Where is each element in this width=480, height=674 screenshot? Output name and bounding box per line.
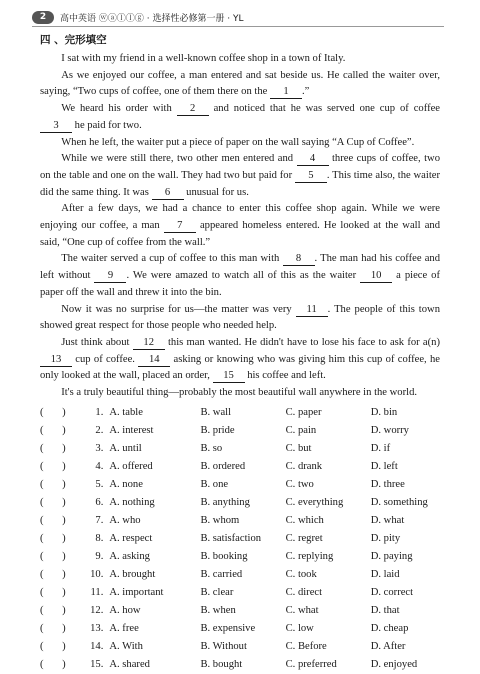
answer-bracket[interactable]: ( ) bbox=[40, 515, 66, 527]
paragraph: It's a truly beautiful thing—probably the most beautiful wall anywhere in the world. bbox=[61, 387, 418, 399]
answer-bracket[interactable]: ( ) bbox=[40, 569, 66, 581]
option-row bbox=[40, 584, 440, 602]
question-number: 13. bbox=[90, 623, 104, 635]
option-row bbox=[40, 530, 440, 548]
choice-c[interactable]: C. pain bbox=[285, 425, 317, 437]
passage-text: asking or knowing who was giving him this cup of coffee, he only looked at the wall, placed an order, bbox=[40, 353, 440, 382]
blank-14[interactable]: 14 bbox=[138, 354, 170, 367]
choice-a[interactable]: A. until bbox=[109, 443, 142, 455]
question-number: 2. bbox=[95, 425, 104, 437]
choice-b[interactable]: B. carried bbox=[200, 569, 243, 581]
choice-c[interactable]: C. two bbox=[285, 479, 314, 491]
choice-a[interactable]: A. table bbox=[109, 407, 143, 419]
option-row bbox=[40, 602, 440, 620]
answer-bracket[interactable]: ( ) bbox=[40, 605, 66, 617]
choice-c[interactable]: C. drank bbox=[285, 461, 323, 473]
blank-15[interactable]: 15 bbox=[213, 370, 245, 383]
choice-b[interactable]: B. so bbox=[200, 443, 223, 455]
choice-d[interactable]: D. if bbox=[370, 443, 391, 455]
paragraph bbox=[40, 251, 440, 301]
question-number: 14. bbox=[90, 641, 104, 653]
choice-b[interactable]: B. booking bbox=[200, 551, 248, 563]
passage-text: three cups of coffee, two on the table and one on the wall. They had two but paid for bbox=[40, 153, 440, 181]
answer-bracket[interactable]: ( ) bbox=[40, 641, 66, 653]
passage-text: . The people of this town showed great respect for those people who needed help. bbox=[40, 303, 440, 332]
option-row bbox=[40, 440, 440, 458]
passage-text: While we were still there, two other men entered and bbox=[61, 153, 297, 165]
passage-text: he paid for two. bbox=[72, 119, 142, 131]
choice-c[interactable]: C. took bbox=[285, 569, 317, 581]
choice-a[interactable]: A. With bbox=[109, 641, 143, 653]
choice-d[interactable]: D. that bbox=[370, 605, 400, 617]
choice-a[interactable]: A. nothing bbox=[109, 497, 155, 509]
choice-a[interactable]: A. how bbox=[109, 605, 141, 617]
blank-6[interactable]: 6 bbox=[152, 187, 184, 200]
paragraph: I sat with my friend in a well-known coffee shop in a town of Italy. bbox=[61, 53, 346, 64]
paragraph bbox=[40, 335, 440, 385]
choice-d[interactable]: D. correct bbox=[370, 587, 414, 599]
option-row bbox=[40, 512, 440, 530]
choice-a[interactable]: A. shared bbox=[109, 659, 150, 671]
choice-a[interactable]: A. interest bbox=[109, 425, 154, 437]
question-number: 3. bbox=[95, 443, 104, 455]
choice-b[interactable]: B. anything bbox=[200, 497, 250, 509]
answer-bracket[interactable]: ( ) bbox=[40, 425, 66, 437]
option-row bbox=[40, 422, 440, 440]
passage-text: appeared homeless entered. He looked at the wall and said, “One cup of coffee from the wall.” bbox=[40, 220, 440, 248]
passage-text: .” bbox=[302, 86, 310, 98]
choice-c[interactable]: C. preferred bbox=[285, 659, 337, 671]
blank-11[interactable]: 11 bbox=[296, 304, 328, 317]
choice-a[interactable]: A. free bbox=[109, 623, 139, 635]
option-row bbox=[40, 656, 440, 674]
blank-2[interactable]: 2 bbox=[177, 103, 209, 116]
answer-bracket[interactable]: ( ) bbox=[40, 623, 66, 635]
choice-d[interactable]: D. worry bbox=[370, 425, 409, 437]
question-number: 5. bbox=[95, 479, 104, 491]
choice-c[interactable]: C. direct bbox=[285, 587, 323, 599]
choice-b[interactable]: B. wall bbox=[200, 407, 232, 419]
choice-c[interactable]: C. everything bbox=[285, 497, 344, 509]
answer-bracket[interactable]: ( ) bbox=[40, 533, 66, 545]
choice-d[interactable]: D. laid bbox=[370, 569, 400, 581]
choice-b[interactable]: B. whom bbox=[200, 515, 240, 527]
passage-text: a piece of paper off the wall and threw it into the bin. bbox=[40, 270, 440, 298]
choice-c[interactable]: C. what bbox=[285, 605, 319, 617]
question-number: 11. bbox=[90, 587, 104, 599]
passage-text: his coffee and left. bbox=[244, 370, 326, 382]
blank-9[interactable]: 9 bbox=[94, 270, 126, 283]
paragraph bbox=[40, 101, 440, 134]
passage-text: and noticed that he was served one cup of coffee bbox=[208, 103, 440, 115]
choice-a[interactable]: A. offered bbox=[109, 461, 153, 473]
choice-d[interactable]: D. three bbox=[370, 479, 405, 491]
choice-b[interactable]: B. bought bbox=[200, 659, 243, 671]
choice-d[interactable]: D. bin bbox=[370, 407, 398, 419]
choice-d[interactable]: D. After bbox=[370, 641, 406, 653]
option-row bbox=[40, 476, 440, 494]
blank-1[interactable]: 1 bbox=[270, 86, 302, 99]
choice-b[interactable]: B. pride bbox=[200, 425, 235, 437]
options-list bbox=[40, 404, 440, 674]
page-number: 2 bbox=[32, 11, 54, 24]
choice-a[interactable]: A. important bbox=[109, 587, 164, 599]
passage-text: The waiter served a cup of coffee to this man with bbox=[61, 253, 283, 265]
choice-d[interactable]: D. what bbox=[370, 515, 405, 527]
option-row bbox=[40, 566, 440, 584]
paragraph bbox=[40, 68, 440, 101]
option-row bbox=[40, 620, 440, 638]
blank-5[interactable]: 5 bbox=[295, 170, 327, 183]
choice-d[interactable]: D. cheap bbox=[370, 623, 409, 635]
choice-a[interactable]: A. asking bbox=[109, 551, 150, 563]
question-number: 9. bbox=[95, 551, 104, 563]
choice-b[interactable]: B. ordered bbox=[200, 461, 246, 473]
passage-text: cup of coffee. bbox=[72, 353, 139, 365]
choice-a[interactable]: A. none bbox=[109, 479, 143, 491]
question-number: 8. bbox=[95, 533, 104, 545]
passage-text: . We were amazed to watch all of this as the waiter bbox=[126, 270, 361, 282]
question-number: 4. bbox=[95, 461, 104, 473]
answer-bracket[interactable]: ( ) bbox=[40, 659, 66, 671]
header-divider bbox=[32, 26, 444, 27]
choice-b[interactable]: B. expensive bbox=[200, 623, 256, 635]
blank-4[interactable]: 4 bbox=[297, 153, 329, 166]
choice-c[interactable]: C. but bbox=[285, 443, 312, 455]
book-title: 高中英语 ⓦⓐⓛⓛⓖ · 选择性必修第一册 · YL bbox=[60, 13, 244, 24]
choice-d[interactable]: D. left bbox=[370, 461, 398, 473]
choice-c[interactable]: C. Before bbox=[285, 641, 327, 653]
passage-text: . This time also, the waiter did the same thing. It was bbox=[40, 169, 440, 198]
answer-bracket[interactable]: ( ) bbox=[40, 407, 66, 419]
choice-d[interactable]: D. pity bbox=[370, 533, 401, 545]
question-number: 12. bbox=[90, 605, 104, 617]
question-number: 15. bbox=[90, 659, 104, 671]
blank-3[interactable]: 3 bbox=[40, 120, 72, 133]
paragraph bbox=[40, 151, 440, 201]
cloze-passage bbox=[40, 51, 440, 402]
option-row bbox=[40, 638, 440, 656]
passage-text: As we enjoyed our coffee, a man entered and sat beside us. He called the waiter over, saying, “Two cups of coffee, one of them there on the bbox=[40, 69, 440, 98]
blank-13[interactable]: 13 bbox=[40, 354, 72, 367]
blank-10[interactable]: 10 bbox=[360, 270, 392, 283]
choice-c[interactable]: C. low bbox=[285, 623, 314, 635]
answer-bracket[interactable]: ( ) bbox=[40, 551, 66, 563]
choice-a[interactable]: A. brought bbox=[109, 569, 156, 581]
page-header bbox=[40, 8, 440, 26]
answer-bracket[interactable]: ( ) bbox=[40, 497, 66, 509]
choice-d[interactable]: D. something bbox=[370, 497, 428, 509]
option-row bbox=[40, 404, 440, 422]
choice-d[interactable]: D. enjoyed bbox=[370, 659, 418, 671]
choice-a[interactable]: A. who bbox=[109, 515, 141, 527]
passage-text: unusual for us. bbox=[183, 186, 249, 198]
choice-b[interactable]: B. Without bbox=[200, 641, 247, 653]
choice-b[interactable]: B. one bbox=[200, 479, 229, 491]
question-number: 6. bbox=[95, 497, 104, 509]
choice-b[interactable]: B. clear bbox=[200, 587, 234, 599]
choice-a[interactable]: A. respect bbox=[109, 533, 153, 545]
option-row bbox=[40, 458, 440, 476]
passage-text: Now it was no surprise for us—the matter was very bbox=[61, 303, 296, 315]
choice-c[interactable]: C. paper bbox=[285, 407, 322, 419]
choice-b[interactable]: B. satisfaction bbox=[200, 533, 262, 545]
option-row bbox=[40, 494, 440, 512]
question-number: 10. bbox=[90, 569, 104, 581]
answer-bracket[interactable]: ( ) bbox=[40, 587, 66, 599]
question-number: 1. bbox=[95, 407, 104, 419]
passage-text: After a few days, we had a chance to enter this coffee shop again. While we were enjoying our coffee, a man bbox=[40, 203, 440, 232]
passage-text: . The man had his coffee and left without bbox=[40, 253, 441, 282]
answer-bracket[interactable]: ( ) bbox=[40, 479, 66, 491]
choice-b[interactable]: B. when bbox=[200, 605, 236, 617]
paragraph: When he left, the waiter put a piece of paper on the wall saying “A Cup of Coffee”. bbox=[61, 136, 415, 148]
passage-text: this man wanted. He didn't have to lose his face to ask for a(n) bbox=[164, 336, 440, 348]
section-title: 四 、完形填空 bbox=[40, 34, 107, 46]
question-number: 7. bbox=[95, 515, 104, 527]
answer-bracket[interactable]: ( ) bbox=[40, 443, 66, 455]
paragraph bbox=[40, 302, 440, 335]
choice-c[interactable]: C. which bbox=[285, 515, 324, 527]
choice-d[interactable]: D. paying bbox=[370, 551, 413, 563]
option-row bbox=[40, 548, 440, 566]
answer-bracket[interactable]: ( ) bbox=[40, 461, 66, 473]
choice-c[interactable]: C. regret bbox=[285, 533, 323, 545]
passage-text: We heard his order with bbox=[61, 103, 177, 115]
blank-7[interactable]: 7 bbox=[164, 220, 196, 233]
paragraph bbox=[40, 201, 440, 251]
passage-text: Just think about bbox=[61, 336, 133, 348]
blank-8[interactable]: 8 bbox=[283, 253, 315, 266]
blank-12[interactable]: 12 bbox=[133, 337, 165, 350]
choice-c[interactable]: C. replying bbox=[285, 551, 334, 563]
